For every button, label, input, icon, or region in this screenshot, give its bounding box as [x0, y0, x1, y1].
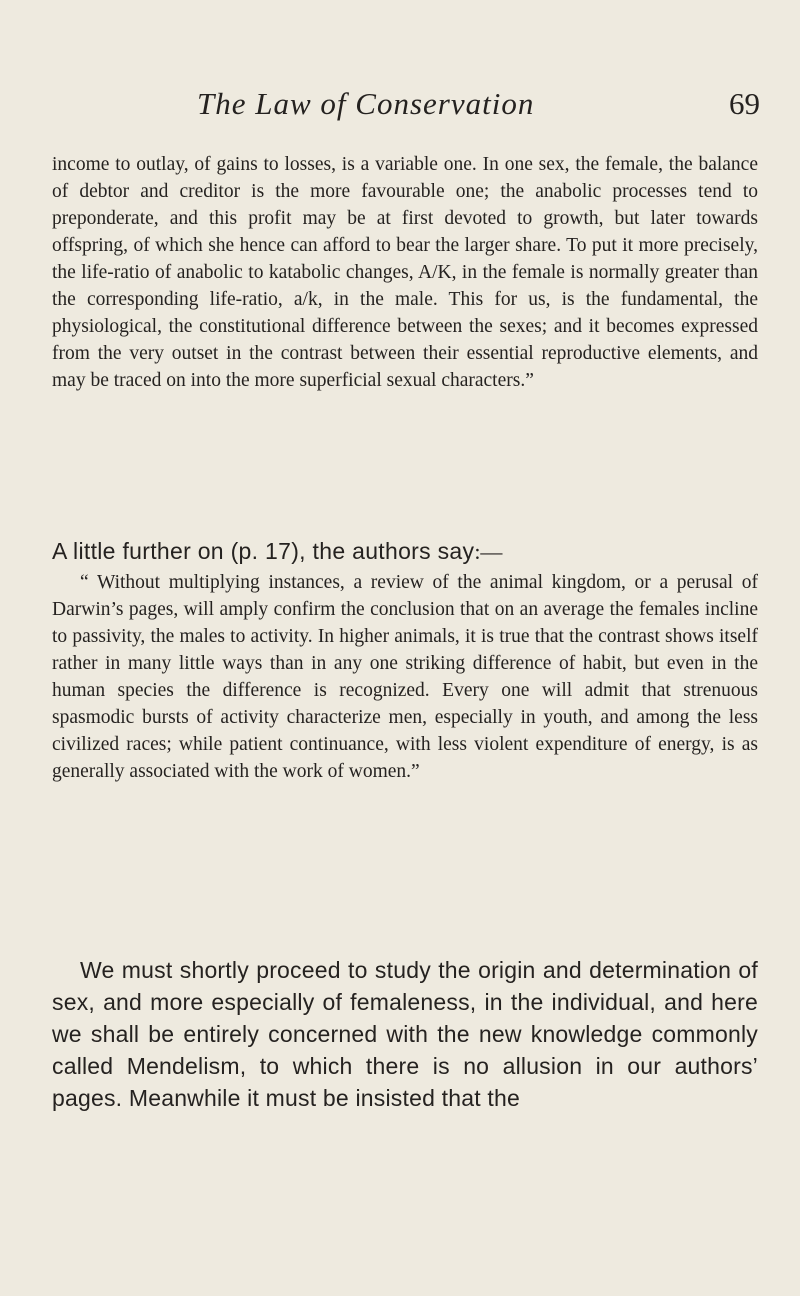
quote-introduction	[52, 535, 502, 568]
body-paragraph: We must shortly proceed to study the origin and determination of sex, and more especially of femaleness, in the individual, and here we shall be entirely concerned with the new knowledge commonly called Mendelism, to which there is no allusion in our authors’ pages. Meanwhile it must be insisted that the	[52, 957, 758, 1111]
running-head	[50, 84, 760, 124]
running-title: The Law of Conservation	[197, 86, 535, 121]
quoted-paragraph-continued: income to outlay, of gains to losses, is a variable one. In one sex, the female, the balance of debtor and creditor is the more favourable one; the anabolic processes tend to preponderate, and this profit may be at first devoted to growth, but later towards offspring, of which she hence can afford to bear the larger share. To put it more precisely, the life-ratio of anabolic to katabolic changes, A/K, in the female is normally greater than the corresponding life-ratio, a/k, in the male. This for us, is the fundamental, the physiological, the constitutional difference between the sexes; and it becomes expressed from the very outset in the contrast between their essential reproductive elements, and may be traced on into the more superficial sexual characters.”	[52, 154, 758, 391]
quote-introduction-colon: :—	[474, 539, 503, 564]
page-number: 69	[729, 86, 760, 121]
quoted-paragraph: “ Without multiplying instances, a review of the animal kingdom, or a perusal of Darwin’s pages, will amply confirm the conclusion that on an average the females incline to passivity, the males to activity. In higher animals, it is true that the contrast shows itself rather in many little ways than in any one striking difference of habit, but even in the human species the difference is recognized. Every one will admit that strenuous spasmodic bursts of activity characterize men, especially in youth, and among the less civilized races; while patient continuance, with less violent expenditure of energy, is as generally associated with the work of women.”	[52, 572, 758, 782]
quote-introduction-text: A little further on (p. 17), the authors say	[52, 538, 475, 564]
